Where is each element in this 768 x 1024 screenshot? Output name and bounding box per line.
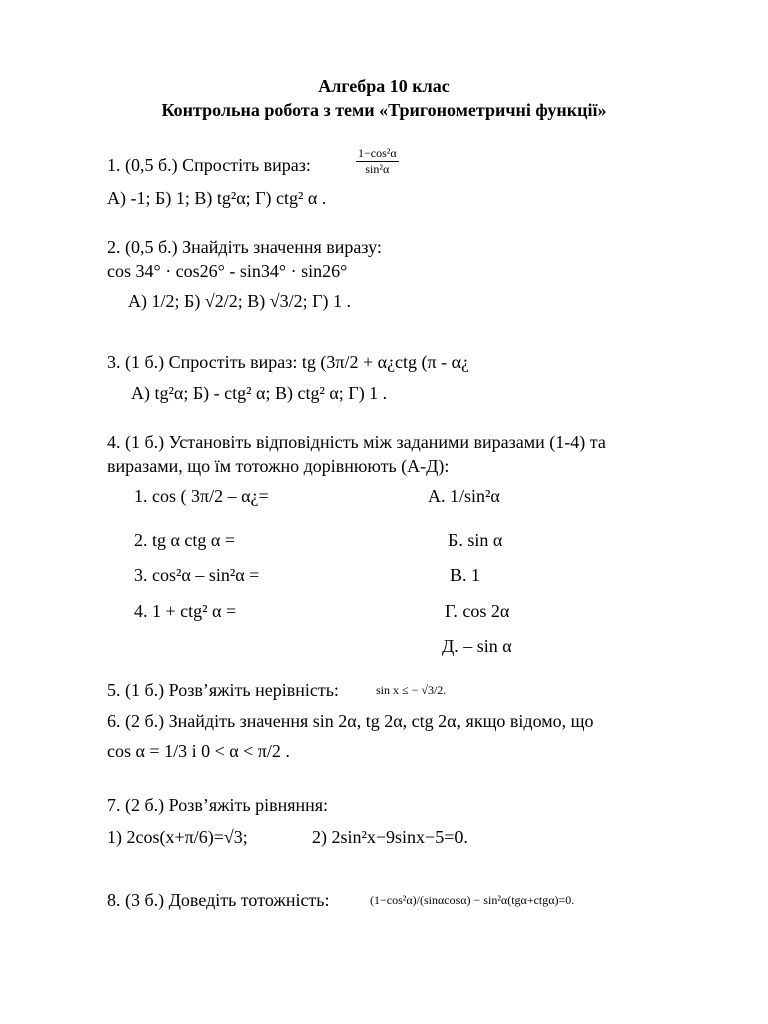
q1-options: А) -1; Б) 1; В) tg²α; Г) ctg² α . bbox=[107, 188, 327, 208]
q5-text: 5. (1 б.) Розв’яжіть нерівність: bbox=[107, 680, 339, 700]
q4-right-a: А. 1/sin²α bbox=[428, 486, 500, 506]
q4-left-4: 4. 1 + ctg² α = bbox=[134, 601, 237, 621]
q5-expression: sin x ≤ − √3/2. bbox=[376, 683, 447, 697]
q6-condition: cos α = 1/3 і 0 < α < π/2 . bbox=[107, 741, 290, 761]
q4-text-line1: 4. (1 б.) Установіть відповідність між заданими виразами (1-4) та bbox=[107, 432, 606, 452]
q1-fraction bbox=[355, 147, 400, 175]
q4-right-c: В. 1 bbox=[450, 565, 481, 585]
q3-text: 3. (1 б.) Спростіть вираз: tg (3π/2 + α¿ctg (π - α¿ bbox=[107, 352, 470, 372]
q8-expression: (1−cos²α)/(sinαcosα) − sin²α(tgα+ctgα)=0. bbox=[370, 893, 575, 907]
q2-text: 2. (0,5 б.) Знайдіть значення виразу: bbox=[107, 237, 382, 257]
q1-text: 1. (0,5 б.) Спростіть вираз: bbox=[107, 155, 311, 175]
q8-text: 8. (3 б.) Доведіть тотожність: bbox=[107, 890, 330, 910]
q4-left-2: 2. tg α ctg α = bbox=[134, 530, 236, 550]
q4-right-b: Б. sin α bbox=[448, 530, 503, 550]
q2-options: А) 1/2; Б) √2/2; В) √3/2; Г) 1 . bbox=[128, 291, 351, 311]
q4-left-1: 1. cos ( 3π/2 – α¿= bbox=[134, 486, 269, 506]
q3-options: А) tg²α; Б) - ctg² α; В) ctg² α; Г) 1 . bbox=[131, 383, 388, 403]
q4-text-line2: виразами, що їм тотожно дорівнюють (А-Д): bbox=[107, 456, 450, 476]
q1-fraction-denominator: sin²α bbox=[365, 161, 390, 176]
document-subtitle: Контрольна робота з теми «Тригонометричні функції» bbox=[161, 100, 607, 120]
q7-equation-2: 2) 2sin²x−9sinx−5=0. bbox=[312, 827, 468, 847]
document-title: Алгебра 10 клас bbox=[318, 76, 450, 96]
q4-right-e: Д. – sin α bbox=[442, 636, 512, 656]
q1-fraction-numerator: 1−cos²α bbox=[358, 146, 397, 160]
q4-right-d: Г. cos 2α bbox=[445, 601, 510, 621]
q7-text: 7. (2 б.) Розв’яжіть рівняння: bbox=[107, 795, 329, 815]
q4-left-3: 3. cos²α – sin²α = bbox=[134, 565, 260, 585]
q6-text: 6. (2 б.) Знайдіть значення sin 2α, tg 2α, ctg 2α, якщо відомо, що bbox=[107, 711, 594, 731]
q2-expression: cos 34° · cos26° - sin34° · sin26° bbox=[107, 261, 348, 281]
q7-equation-1: 1) 2cos(x+π/6)=√3; bbox=[107, 827, 248, 847]
